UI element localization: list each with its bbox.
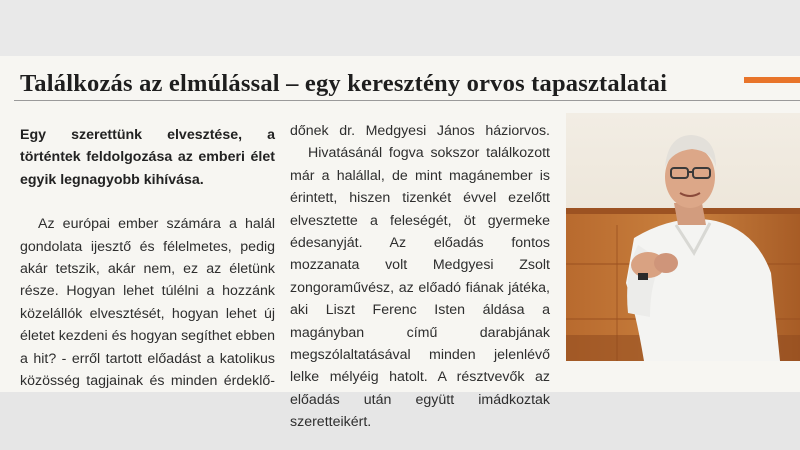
article-body-paragraph: Az európai ember számára a halál gondolata ijesztő és félelmetes, pedig akár tetszik, akár nem, ez az életünk része. Hogyan lehet túlélni a hozzánk közelállók elvesztését, hogyan lehet új életet kezdeni és hogyan segíthet ebben a hit? - erről tartott előadást a katolikus közösség tagjainak és minden érdeklő- — [20, 216, 275, 390]
article-body-paragraph: Hivatásánál fogva sokszor találkozott már a halállal, de mint magánember is érintett, hiszen tizenkét évvel ezelőtt elvesztette a feleségét, öt gyermeke édesanyját. Az előadás fontos mozzanata volt Medgyesi Zsolt zongoraművész, az előadó fiának játéka, aki Liszt Ferenc Isten áldása a magányban című darabjának megszólaltatásával minden jelenlévő lelke mélyéig hatolt. A résztvevők az előadás után együtt imádkoztak szeretteikért. — [290, 145, 550, 431]
article-headline: Találkozás az elmúlással – egy keresztény orvos tapasztalatai — [20, 70, 668, 97]
article-photo — [566, 113, 800, 361]
article-lead: Egy szerettünk elvesztése, a történtek feldolgozása az emberi élet egyik legnagyobb kihívása. — [20, 127, 275, 188]
scan-background-top — [0, 0, 800, 56]
accent-bar — [744, 77, 800, 83]
article-column-middle — [290, 120, 550, 434]
article-column-left — [20, 124, 275, 392]
headline-rule — [14, 100, 800, 101]
article-body-paragraph: dőnek dr. Medgyesi János háziorvos. — [290, 123, 550, 139]
